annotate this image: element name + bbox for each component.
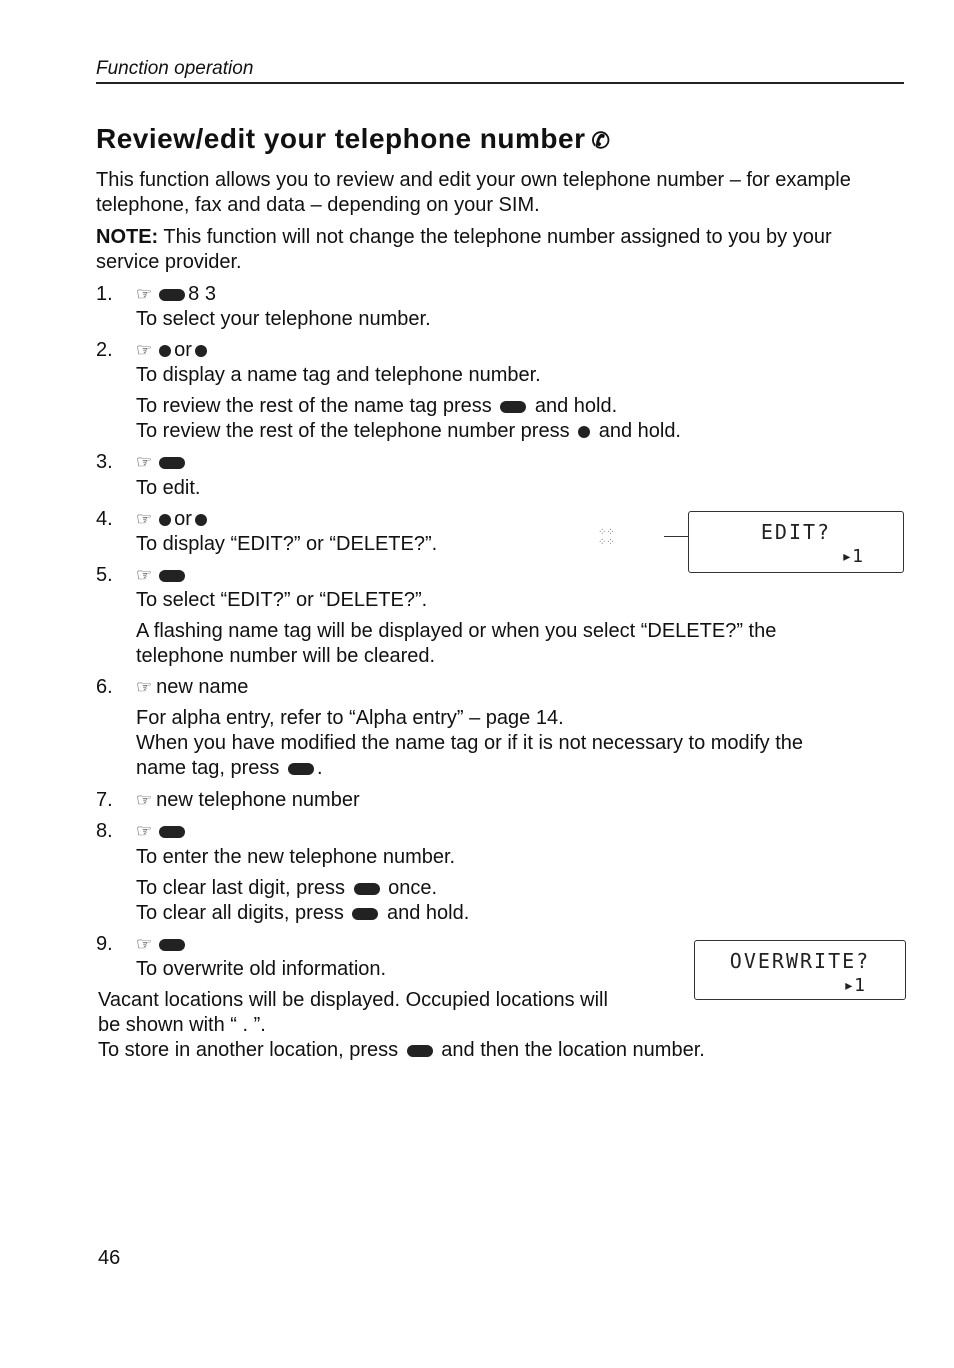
tail-line-3 <box>98 1038 705 1063</box>
text-part: and hold. <box>529 395 618 417</box>
press-hand-icon: ☞ <box>136 790 153 810</box>
step-text: new name <box>156 676 249 698</box>
step-7 <box>96 788 360 813</box>
note-paragraph <box>96 225 886 275</box>
lcd-line-2: ▸1 <box>841 546 863 567</box>
network-service-icon: ✆ <box>591 128 611 153</box>
clear-key-icon <box>354 883 380 895</box>
ok-key-icon <box>159 457 185 469</box>
page-number: 46 <box>98 1247 121 1269</box>
lcd-line-2: ▸1 <box>843 975 865 996</box>
press-hand-icon: ☞ <box>136 284 153 304</box>
ok-key-icon <box>159 570 185 582</box>
text-part: name tag, press <box>136 757 285 779</box>
step-4-desc: To display “EDIT?” or “DELETE?”. <box>136 533 438 555</box>
intro-paragraph: This function allows you to review and edit your own telephone number – for example telephone, fax and data – depending on your SIM. <box>96 169 851 216</box>
step-1 <box>96 282 216 307</box>
lcd-line-1: EDIT? <box>760 520 832 544</box>
lcd-line-1: OVERWRITE? <box>729 949 871 973</box>
text-part: To clear last digit, press <box>136 877 351 899</box>
text-part: once. <box>382 877 438 899</box>
step-2-desc: To display a name tag and telephone number. <box>136 364 541 386</box>
press-hand-icon: ☞ <box>136 821 153 841</box>
scroll-up-key-icon <box>159 514 171 526</box>
step-9-desc: To overwrite old information. <box>136 958 387 980</box>
step-3-desc: To edit. <box>136 477 201 499</box>
lcd-display-edit <box>688 511 904 573</box>
text-part: and then the location number. <box>435 1039 705 1061</box>
text-part: To store in another location, press <box>98 1039 404 1061</box>
faint-scan-marks: ⁘⁘ ⁘⁘ <box>598 527 615 548</box>
step-9 <box>96 932 188 957</box>
step-keys: 8 3 <box>188 283 216 305</box>
step-8-extra-1 <box>136 876 437 901</box>
tail-line-1: Vacant locations will be displayed. Occupied locations will <box>98 989 608 1011</box>
ok-key-icon <box>159 939 185 951</box>
step-6 <box>96 675 248 700</box>
lcd-display-overwrite <box>694 940 906 1000</box>
step-number: 1. <box>96 283 113 305</box>
step-8 <box>96 819 188 844</box>
tail-line-2: be shown with “ . ”. <box>98 1014 266 1036</box>
step-number: 5. <box>96 564 113 586</box>
step-number: 9. <box>96 933 113 955</box>
text-part: To review the rest of the name tag press <box>136 395 498 417</box>
step-number: 2. <box>96 339 113 361</box>
step-3 <box>96 450 188 475</box>
step-number: 3. <box>96 451 113 473</box>
press-hand-icon: ☞ <box>136 934 153 954</box>
section-header: Function operation <box>96 56 904 84</box>
page-title-text: Review/edit your telephone number <box>96 123 586 154</box>
step-6-extra-2: When you have modified the name tag or if it is not necessary to modify the <box>136 732 804 754</box>
step-5-desc: To select “EDIT?” or “DELETE?”. <box>136 589 428 611</box>
clear-key-icon <box>352 908 378 920</box>
step-5-extra-2: telephone number will be cleared. <box>136 645 436 667</box>
scroll-key-icon <box>500 401 526 413</box>
scroll-key-icon <box>578 426 590 438</box>
scroll-down-key-icon <box>195 514 207 526</box>
step-or: or <box>174 508 192 530</box>
ok-key-icon <box>288 763 314 775</box>
step-4 <box>96 507 210 532</box>
step-6-extra-3 <box>136 756 323 781</box>
text-part: To review the rest of the telephone number press <box>136 420 576 442</box>
ok-key-icon <box>159 826 185 838</box>
step-5 <box>96 563 188 588</box>
step-number: 6. <box>96 676 113 698</box>
page-title <box>96 123 611 154</box>
note-text: This function will not change the telephone number assigned to you by your service provider. <box>96 226 832 273</box>
step-2-extra-1 <box>136 394 617 419</box>
step-number: 4. <box>96 508 113 530</box>
step-8-extra-2 <box>136 901 469 926</box>
step-2-extra-2 <box>136 419 681 444</box>
menu-key-icon <box>159 289 185 301</box>
press-hand-icon: ☞ <box>136 509 153 529</box>
step-1-desc: To select your telephone number. <box>136 308 431 330</box>
scroll-down-key-icon <box>195 345 207 357</box>
press-hand-icon: ☞ <box>136 452 153 472</box>
text-part: and hold. <box>381 902 470 924</box>
text-part: . <box>316 757 323 779</box>
step-or: or <box>174 339 192 361</box>
text-part: and hold. <box>593 420 681 442</box>
press-hand-icon: ☞ <box>136 677 153 697</box>
step-8-desc: To enter the new telephone number. <box>136 846 456 868</box>
step-number: 7. <box>96 789 113 811</box>
store-key-icon <box>407 1045 433 1057</box>
step-5-extra-1: A flashing name tag will be displayed or when you select “DELETE?” the <box>136 620 777 642</box>
text-part: To clear all digits, press <box>136 902 350 924</box>
scroll-up-key-icon <box>159 345 171 357</box>
pointer-line <box>664 536 690 537</box>
note-label: NOTE: <box>96 226 159 248</box>
step-2 <box>96 338 210 363</box>
step-text: new telephone number <box>156 789 360 811</box>
press-hand-icon: ☞ <box>136 340 153 360</box>
step-6-extra-1: For alpha entry, refer to “Alpha entry” – page 14. <box>136 707 564 729</box>
step-number: 8. <box>96 820 113 842</box>
press-hand-icon: ☞ <box>136 565 153 585</box>
